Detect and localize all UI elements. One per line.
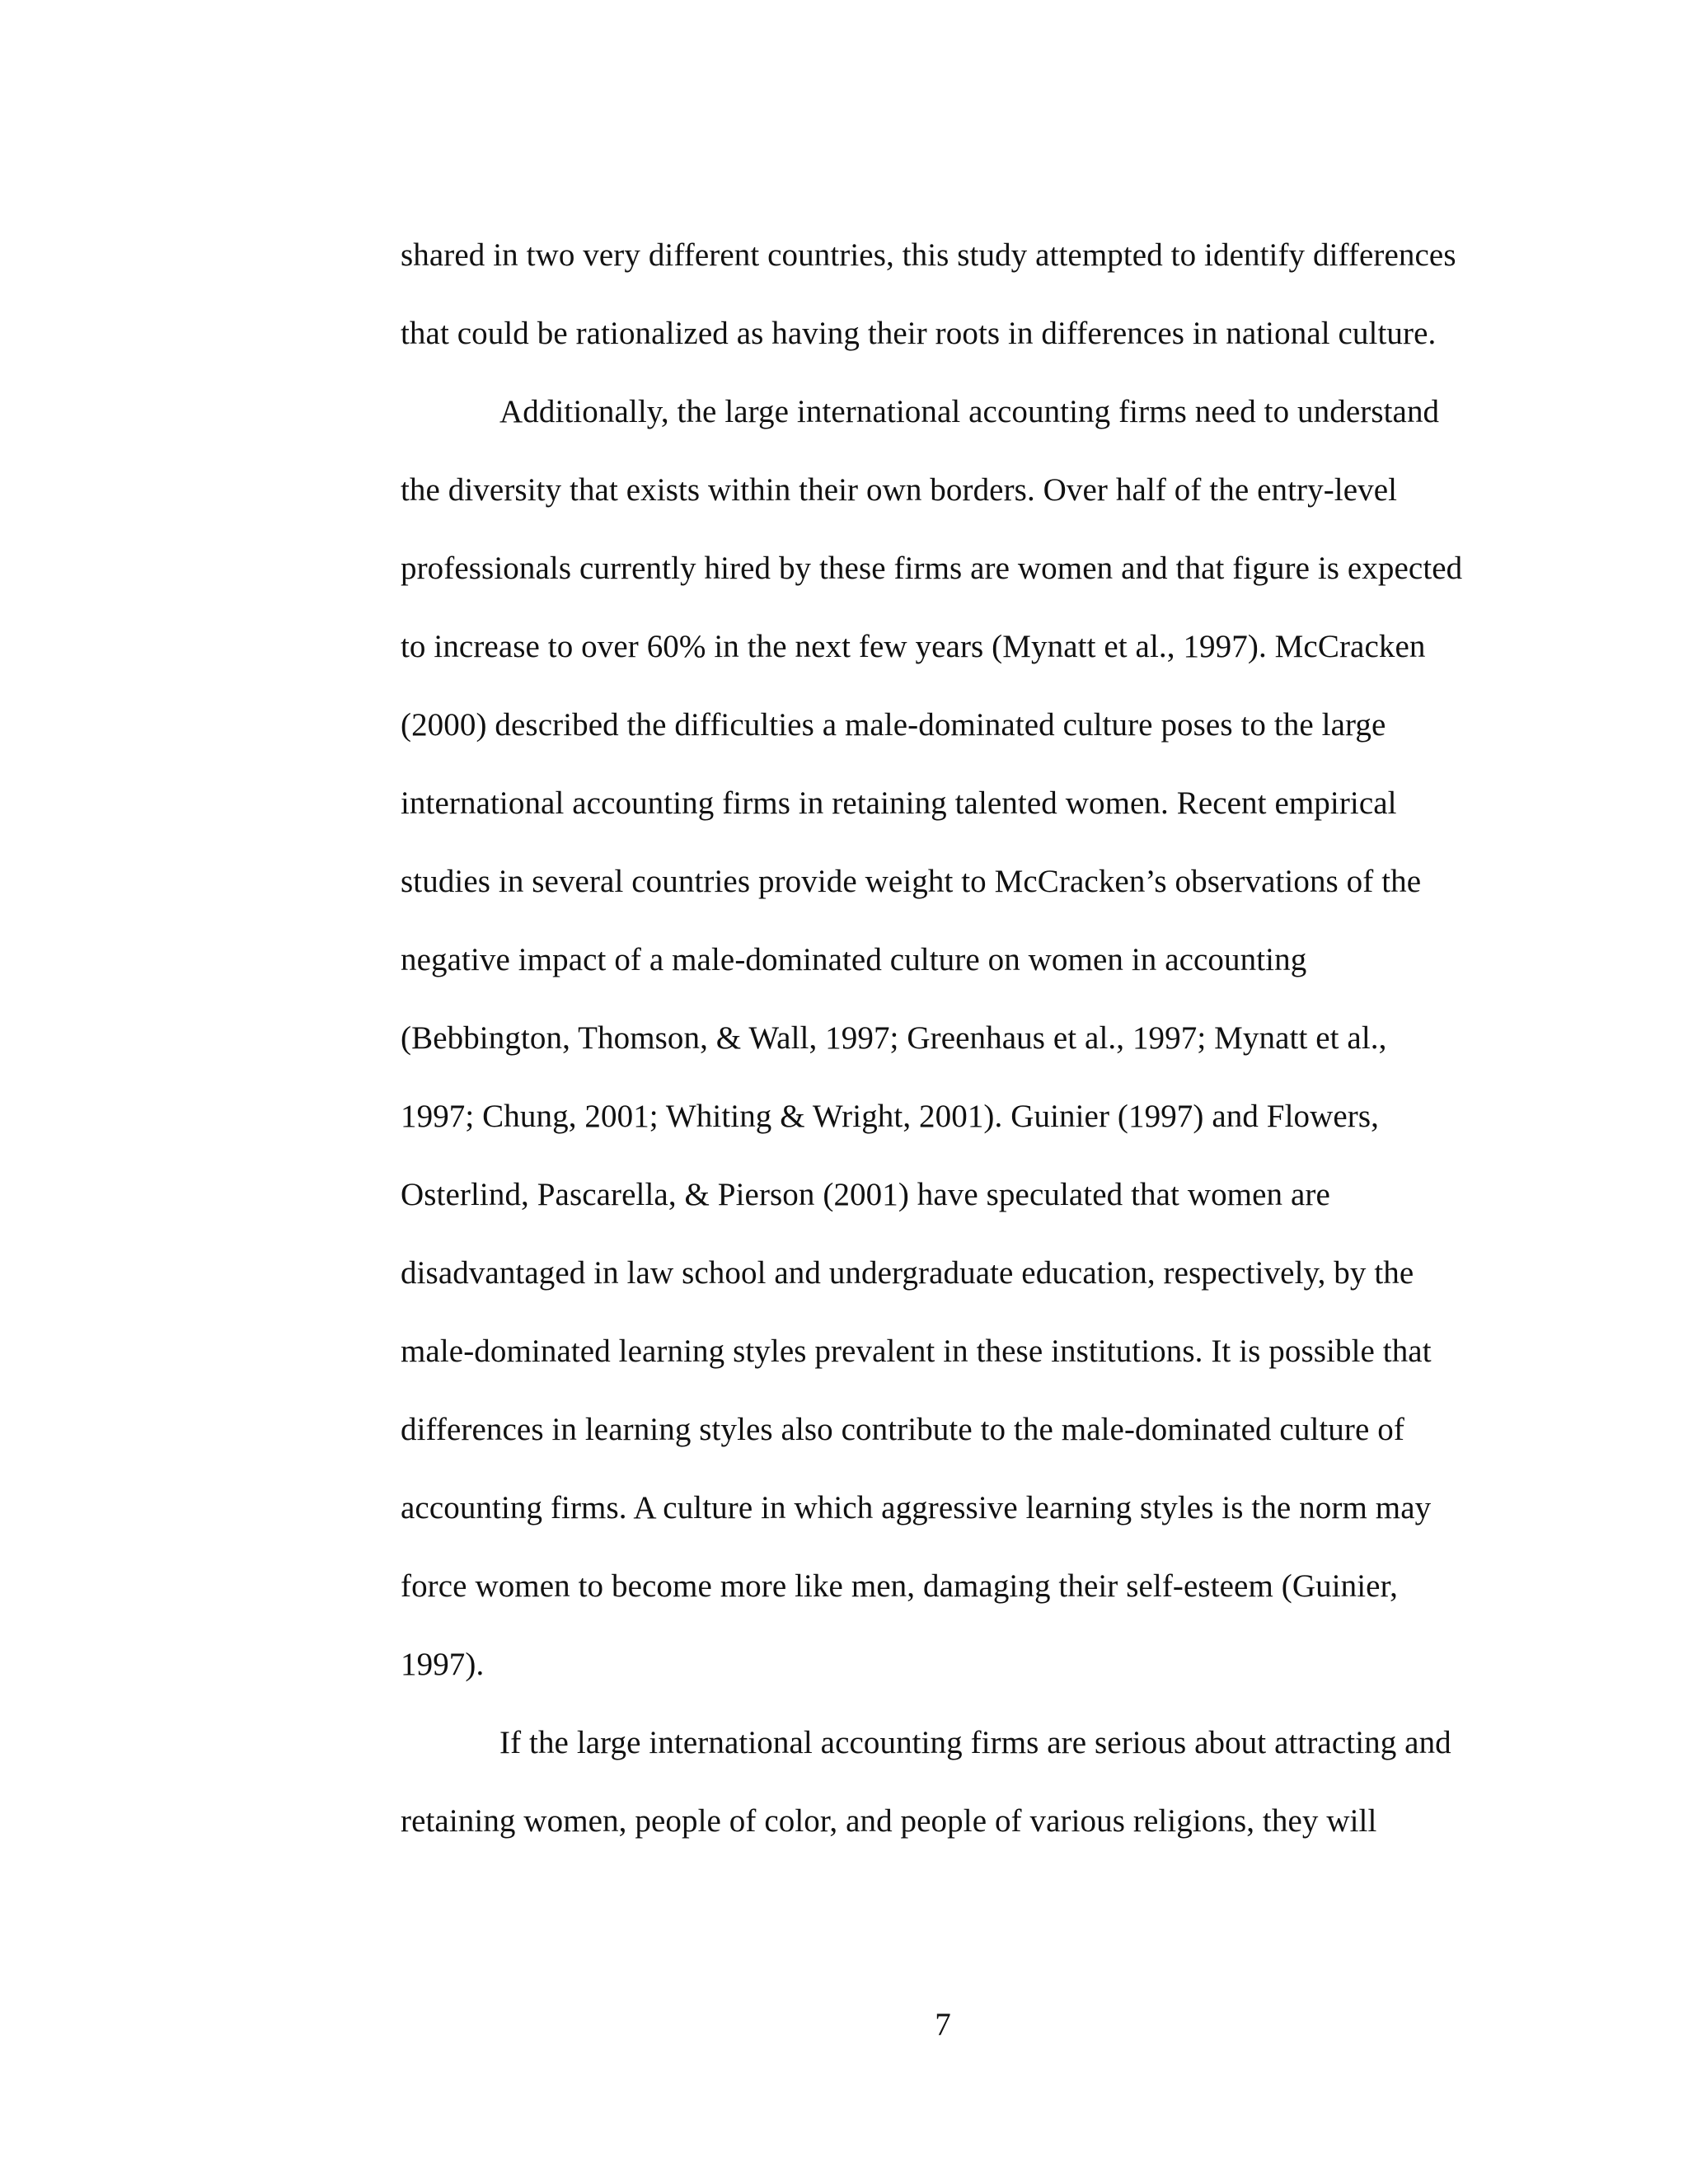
text-line: shared in two very different countries, this study attempted to identify differences xyxy=(401,237,1456,273)
text-line: 1997; Chung, 2001; Whiting & Wright, 2001). Guinier (1997) and Flowers, xyxy=(401,1099,1380,1134)
page-number: 7 xyxy=(935,2007,951,2042)
text-line: (Bebbington, Thomson, & Wall, 1997; Greenhaus et al., 1997; Mynatt et al., xyxy=(401,1020,1387,1056)
text-line: accounting firms. A culture in which aggressive learning styles is the norm may xyxy=(401,1490,1432,1526)
text-line: Osterlind, Pascarella, & Pierson (2001) have speculated that women are xyxy=(401,1177,1330,1212)
text-line: disadvantaged in law school and undergraduate education, respectively, by the xyxy=(401,1255,1414,1291)
paragraph-start-line: If the large international accounting firms are serious about attracting and xyxy=(499,1725,1451,1760)
text-line: force women to become more like men, damaging their self-esteem (Guinier, xyxy=(401,1568,1398,1604)
text-line: the diversity that exists within their own borders. Over half of the entry-level xyxy=(401,472,1398,508)
text-line: studies in several countries provide weight to McCracken’s observations of the xyxy=(401,864,1422,899)
text-line: international accounting firms in retaining talented women. Recent empirical xyxy=(401,785,1397,821)
text-line: retaining women, people of color, and people of various religions, they will xyxy=(401,1803,1377,1839)
text-line: to increase to over 60% in the next few years (Mynatt et al., 1997). McCracken xyxy=(401,629,1426,664)
text-line: differences in learning styles also contribute to the male-dominated culture of xyxy=(401,1412,1404,1447)
text-line: 1997). xyxy=(401,1647,485,1682)
paragraph-start-line: Additionally, the large international accounting firms need to understand xyxy=(499,394,1440,429)
text-line: negative impact of a male-dominated culture on women in accounting xyxy=(401,942,1307,977)
body-text xyxy=(401,216,1472,1860)
text-line: that could be rationalized as having their roots in differences in national culture. xyxy=(401,316,1437,351)
text-line: male-dominated learning styles prevalent in these institutions. It is possible that xyxy=(401,1333,1432,1369)
text-line: professionals currently hired by these firms are women and that figure is expected xyxy=(401,551,1463,586)
text-line: (2000) described the difficulties a male-dominated culture poses to the large xyxy=(401,707,1386,743)
